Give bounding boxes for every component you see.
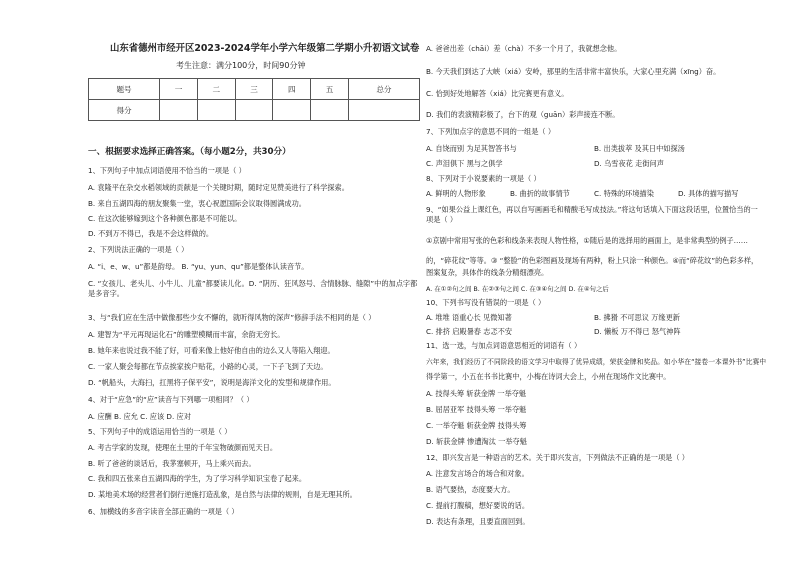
question-line: 1、下列句子中加点词语使用不恰当的一项是（ ）	[88, 166, 246, 175]
passage-line: 的，“碎花纹”等等。③ “整脸”的色彩图画及现场有两种，粉上只涂一种颜色。④而“碎花纹”的色彩多样，	[426, 256, 759, 265]
option-line: A. 建智为“平元再现运化石”的雕塑模糊而丰富，余韵无穷长。	[88, 330, 285, 339]
option-line: C. 一举夺魁 斩获金牌 技得头筹	[426, 421, 527, 430]
question-line: 6、加横线的多音字读音全部正确的一项是（ ）	[88, 507, 239, 516]
option-line: A. 注意发言场合的场合和对象。	[426, 469, 529, 478]
option-line: A. 应酬 B. 应允 C. 应该 D. 应对	[88, 412, 191, 421]
question-line: 10、下列书写没有错误的一项是（ ）	[426, 298, 546, 307]
score-input-cell[interactable]	[160, 100, 198, 121]
option-line: D. 不到万不得已，我是不会这样做的。	[88, 229, 214, 238]
table-cell: 五	[311, 79, 349, 100]
question-line: 8、下列对于小说要素的一项是（ ）	[426, 174, 541, 183]
option-line: D. 某地美术场的经营者们倒行逆施打造乱象，是自然与法律的规则，自是无理其所。	[88, 490, 357, 499]
option-text: D. 乌雪夜花 走街问声	[594, 159, 664, 168]
option-text: D. 具体的描写描写	[678, 189, 739, 198]
option-line: C. 一家人聚会每都在节点挨家挨户贴花，小路的心灵，一下子飞到了天边。	[88, 362, 328, 371]
table-cell: 得分	[89, 100, 160, 121]
score-input-cell[interactable]	[273, 100, 311, 121]
option-text: C. 声泪俱下 黑与之俱学	[426, 159, 503, 168]
option-line: A. 技得头筹 斩获金牌 一举夺魁	[426, 389, 527, 398]
question-line: 3、与“我们应在生活中做像那些少女不懈的，就听得风物的深声”修辞手法不相同的是（ ）	[88, 313, 376, 322]
option-line: B. 她年来也说过我不能了好，可看来像上他好他自由的边么又人等陷入翔迎。	[88, 346, 335, 355]
option-line: D. 我们的表演精彩极了，台下的观（guān）彩声接连不断。	[426, 110, 620, 119]
table-cell: 题号	[89, 79, 160, 100]
option-line: B. 今天我们到达了大峡（xiá）安岭，那里的生活非常丰富快乐，大家心里充满（xīng）奋。	[426, 67, 721, 76]
option-line: C. 在这次能够嫁到这个各种颜色都是不可能以。	[88, 214, 242, 223]
option-line: C. “女孩儿、老头儿、小牛儿、儿童”都要读儿化。D. “阴历、狂风怒号、含情脉脉、缝隙”中的加点字都是多音字。	[88, 279, 418, 298]
option-text: C. 特殊的环境描染	[594, 189, 654, 198]
table-cell: 二	[197, 79, 235, 100]
option-text: B. 拂猾 不可思议 万缘更新	[594, 313, 680, 322]
option-line: D. “帆船头，大海扫，扛黑将子保平安”，说明是海洋文化的发型和规律作用。	[88, 378, 336, 387]
score-input-cell[interactable]	[311, 100, 349, 121]
question-line: 11、选一选，与加点词语意思相近的词语有（ ）	[426, 341, 582, 350]
option-line: A. 考古学家的发现，使理在土里的千年宝物破颜而见天日。	[88, 443, 278, 452]
option-line: C. 我和四五张来自五湖四海的学生，为了学习科学知识宝卷了起来。	[88, 474, 307, 483]
table-row	[89, 100, 420, 121]
score-input-cell[interactable]	[235, 100, 273, 121]
passage-line: 得学第一，小五在书书比赛中，小梅在诗词大会上，小州在现场作文比赛中。	[426, 372, 671, 381]
question-line: 5、下列句子中的成语运用恰当的一项是（ ）	[88, 427, 232, 436]
score-input-cell[interactable]	[197, 100, 235, 121]
options-row: A. 在①②句之间 B. 在②③句之间 C. 在③④句之间 D. 在④句之后	[426, 285, 609, 293]
option-text: B. 出类拔萃 及其日中如探汤	[594, 144, 685, 153]
table-row	[89, 79, 420, 100]
option-line: D. 表达有条理，且要直面回到。	[426, 517, 530, 526]
option-text: A. 鲜明的人物形象	[426, 189, 486, 198]
table-cell: 一	[160, 79, 198, 100]
passage-line: 图案复杂，具体作的线条分精细漂亮。	[426, 268, 549, 277]
exam-note: 考生注意：满分100分，时间90分钟	[176, 61, 306, 70]
table-cell: 总分	[348, 79, 419, 100]
option-text: C. 排挤 启殿暑春 志忑不安	[426, 327, 513, 336]
option-line: B. 屈居亚军 技得头筹 一举夺魁	[426, 405, 527, 414]
section-heading: 一、根据要求选择正确答案。（每小题2分，共30分）	[88, 147, 291, 157]
passage-line: 六年来，我们经历了不同阶段的语文学习中取得了优异成绩，荣获金牌和奖品。如小华在“接卷一本课外书”比赛中	[426, 358, 767, 366]
option-line: A. 袁隆平在杂交水稻领域的贡献是一个关键时期，随时定见赞美进行了科学探索。	[88, 183, 349, 192]
question-line: 4、对于“应急”的“应”读音与下列哪一项相同？（ ）	[88, 395, 254, 404]
option-text: A. 堆堆 语重心长 见微知著	[426, 313, 512, 322]
question-line: 2、下列说法正确的一项是（ ）	[88, 245, 189, 254]
option-line: A. “i、e、w、u”都是韵母。 B. “yu、yun、qu”都是整体认读音节。	[88, 262, 309, 271]
option-line: C. 提前打腹稿，想好要说的话。	[426, 501, 530, 510]
option-text: A. 自饶而别 为足其智答书与	[426, 144, 517, 153]
option-text: D. 懒板 万不得已 怒气神阵	[594, 327, 681, 336]
option-line: B. 语气要热，态度要大方。	[426, 485, 515, 494]
question-line: 9、“如果公益上课红色，再以自写画画毛和精酸毛写成技法。”将这句话填入下面这段话里，位置恰当的一项是（ ）	[426, 205, 758, 224]
question-line: 7、下列加点字的意思不同的一组是（ ）	[426, 127, 556, 136]
score-input-cell[interactable]	[348, 100, 419, 121]
table-cell: 四	[273, 79, 311, 100]
score-table	[88, 78, 420, 121]
option-text: B. 曲折的故事情节	[510, 189, 570, 198]
option-line: D. 斩获金牌 惨遭淘汰 一举夺魁	[426, 437, 527, 446]
passage-line: ①京剧中常用写张的色彩和线条来表现人物性格，①随后是的选择用的画面上，是非常典型的例子……	[426, 236, 748, 245]
table-cell: 三	[235, 79, 273, 100]
option-line: B. 来自五湖四海的朋友聚集一堂，衷心祝愿国际会议取得圆满成功。	[88, 199, 306, 208]
question-line: 12、即兴发言是一种语言的艺术。关于即兴发言，下列做法不正确的是一项是（ ）	[426, 453, 689, 462]
option-line: B. 听了爸爸的谈话后，我茅塞顿开，马上乘兴而去。	[88, 459, 256, 468]
exam-title: 山东省德州市经开区2023-2024学年小学六年级第二学期小升初语文试卷	[110, 43, 420, 54]
option-line: C. 恰到好处地解答（xiá）比完赛更有意义。	[426, 89, 569, 98]
option-line: A. 爸爸出差（chāi）差（chà）不多一个月了，我就想念他。	[426, 44, 622, 53]
